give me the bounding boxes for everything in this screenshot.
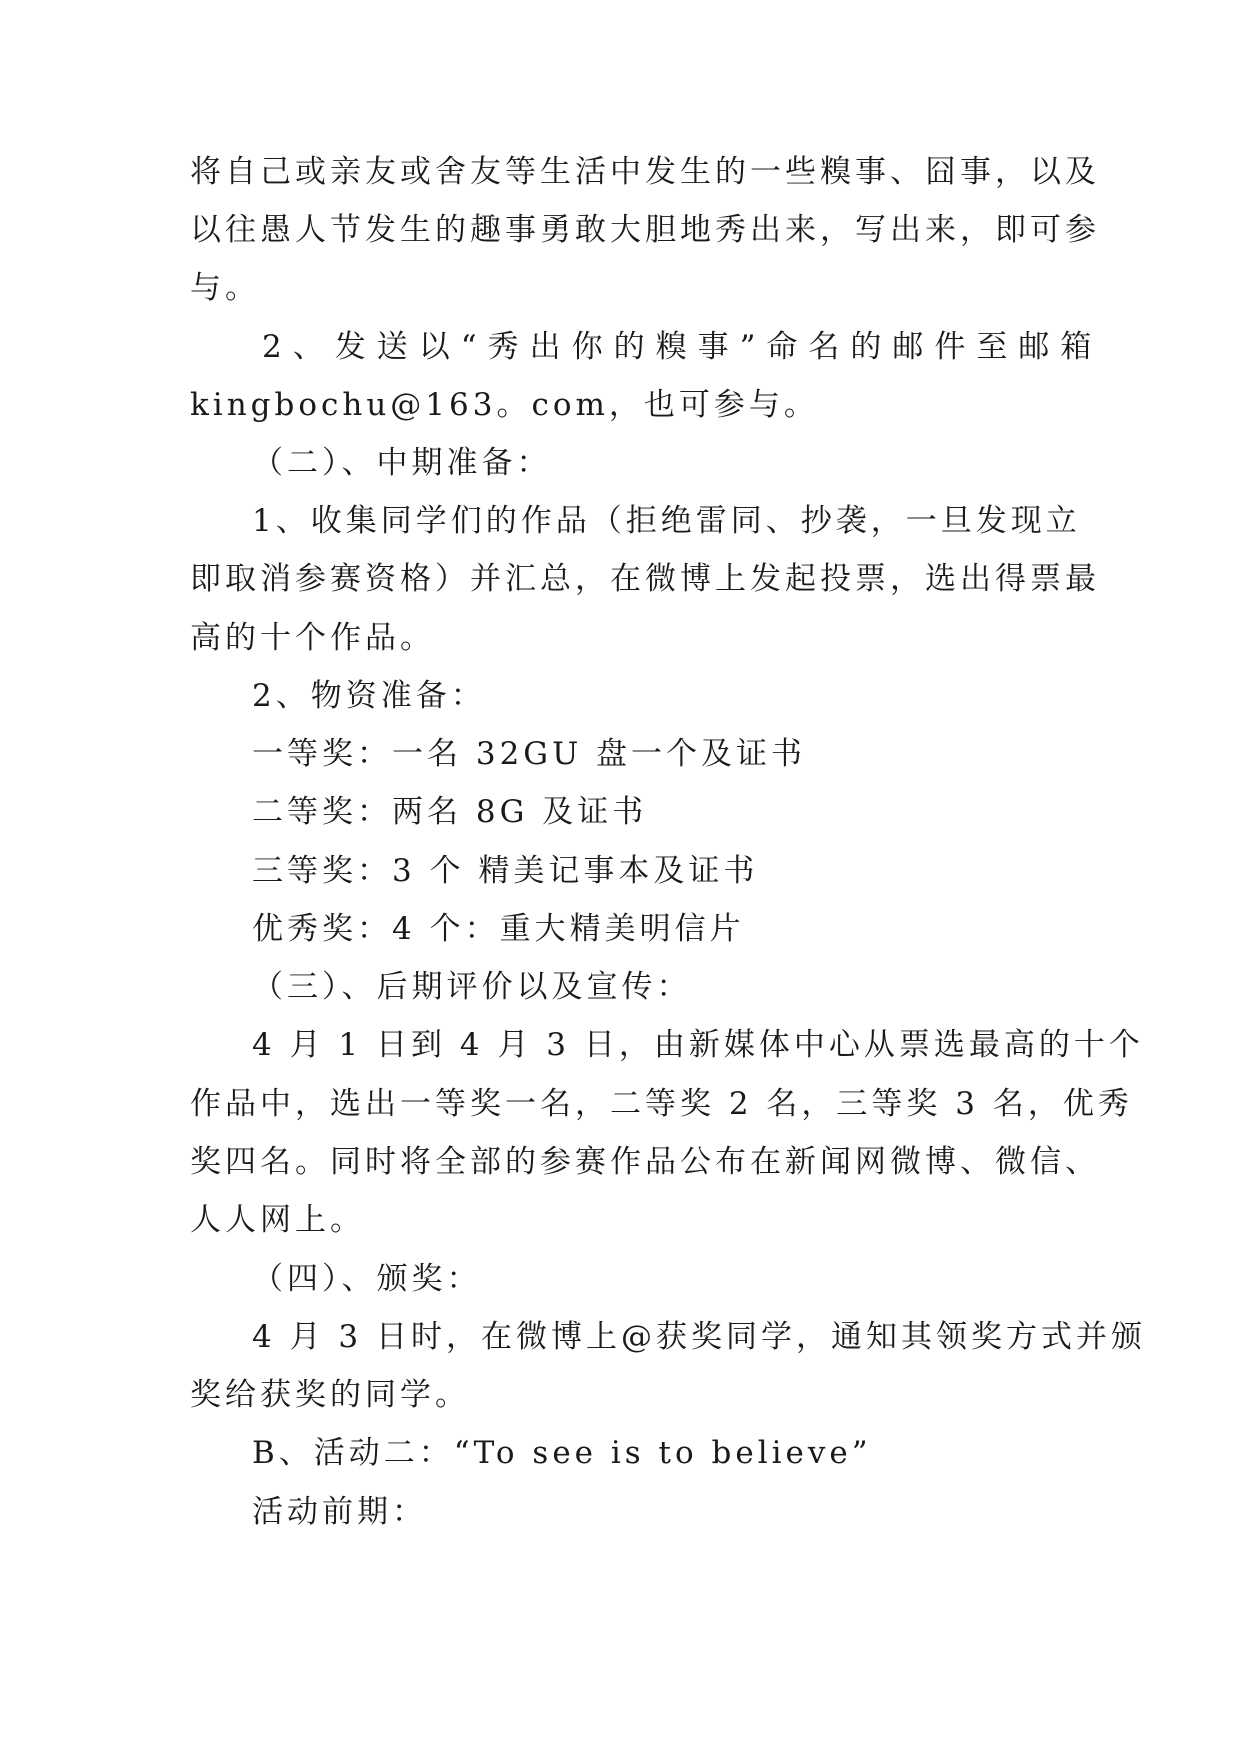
section-heading: （四）、颁奖：	[252, 1261, 482, 1297]
text-line: kingbochu@163。com，也可参与。	[190, 387, 819, 423]
text-line: B、活动二：“To see is to believe”	[252, 1435, 872, 1471]
text-line: 4 月 3 日时，在微博上@获奖同学，通知其领奖方式并颁	[252, 1319, 1147, 1355]
text-line: 奖给获奖的同学。	[190, 1377, 470, 1413]
text-line: 奖四名。同时将全部的参赛作品公布在新闻网微博、微信、	[190, 1144, 1100, 1180]
text-line: 活动前期：	[252, 1494, 427, 1530]
prize-line: 二等奖：两名 8G 及证书	[252, 794, 648, 830]
text-line: 2、发送以“秀出你的糗事”命名的邮件至邮箱	[262, 329, 1103, 365]
text-line: 即取消参赛资格）并汇总，在微博上发起投票，选出得票最	[190, 561, 1100, 597]
text-line: 作品中，选出一等奖一名，二等奖 2 名，三等奖 3 名，优秀	[190, 1086, 1133, 1122]
prize-line: 三等奖：3 个 精美记事本及证书	[252, 853, 759, 889]
section-heading: （二）、中期准备：	[252, 445, 552, 481]
text-line: 高的十个作品。	[190, 620, 435, 656]
text-line: 2、物资准备：	[252, 678, 486, 714]
section-heading: （三）、后期评价以及宣传：	[252, 969, 692, 1005]
prize-line: 优秀奖：4 个：重大精美明信片	[252, 911, 745, 947]
prize-line: 一等奖：一名 32GU 盘一个及证书	[252, 736, 807, 772]
text-line: 4 月 1 日到 4 月 3 日，由新媒体中心从票选最高的十个	[252, 1027, 1144, 1063]
text-line: 1、收集同学们的作品（拒绝雷同、抄袭，一旦发现立	[252, 503, 1081, 539]
text-line: 以往愚人节发生的趣事勇敢大胆地秀出来，写出来，即可参	[190, 212, 1100, 248]
text-line: 与。	[190, 270, 260, 306]
text-line: 将自己或亲友或舍友等生活中发生的一些糗事、囧事，以及	[190, 154, 1100, 190]
text-line: 人人网上。	[190, 1202, 365, 1238]
